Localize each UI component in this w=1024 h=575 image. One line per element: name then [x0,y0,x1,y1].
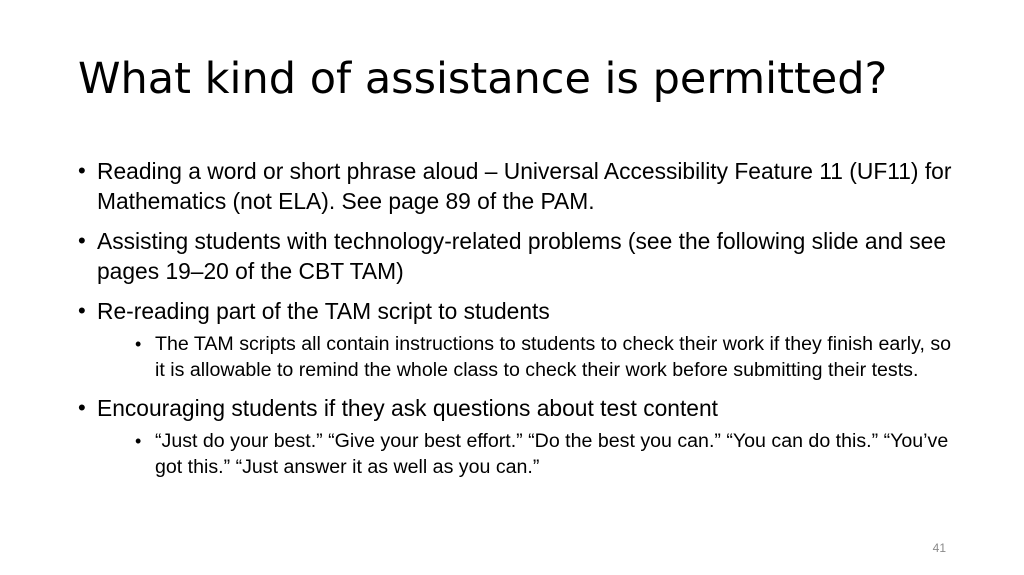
sub-bullet-text: “Just do your best.” “Give your best effort.” “Do the best you can.” “You can do this.” “You’ve got this.” “Just answer it as well as you can.” [155,430,949,478]
bullet-item-rereading-script [78,296,958,383]
bullet-text: Assisting students with technology-related problems (see the following slide and see pages 19–20 of the CBT TAM) [97,228,947,284]
bullet-marker: • [78,395,86,420]
slide-title: What kind of assistance is permitted? [78,54,888,104]
sub-bullet-list [97,428,958,480]
sub-bullet-list [97,331,958,383]
bullet-item-encouraging-students [78,393,958,480]
page-number: 41 [932,541,946,555]
bullet-text: Encouraging students if they ask questions about test content [97,395,718,421]
bullet-item-reading-aloud [78,156,958,216]
bullet-list [78,156,958,490]
bullet-marker: • [78,298,86,323]
sub-bullet-marker: • [135,334,142,354]
sub-bullet-text: The TAM scripts all contain instructions to students to check their work if they finish early, so it is allowable to remind the whole class to check their work before submitting their tests. [155,333,952,381]
sub-bullet-marker: • [135,431,142,451]
bullet-text: Reading a word or short phrase aloud – Universal Accessibility Feature 11 (UF11) for Mathematics (not ELA). See page 89 of the PAM. [97,158,952,214]
bullet-marker: • [78,158,86,183]
bullet-marker: • [78,228,86,253]
sub-bullet-item-check-work [135,331,958,383]
bullet-text: Re-reading part of the TAM script to students [97,298,550,324]
bullet-item-technology-problems [78,226,958,286]
sub-bullet-item-encouragement-phrases [135,428,958,480]
